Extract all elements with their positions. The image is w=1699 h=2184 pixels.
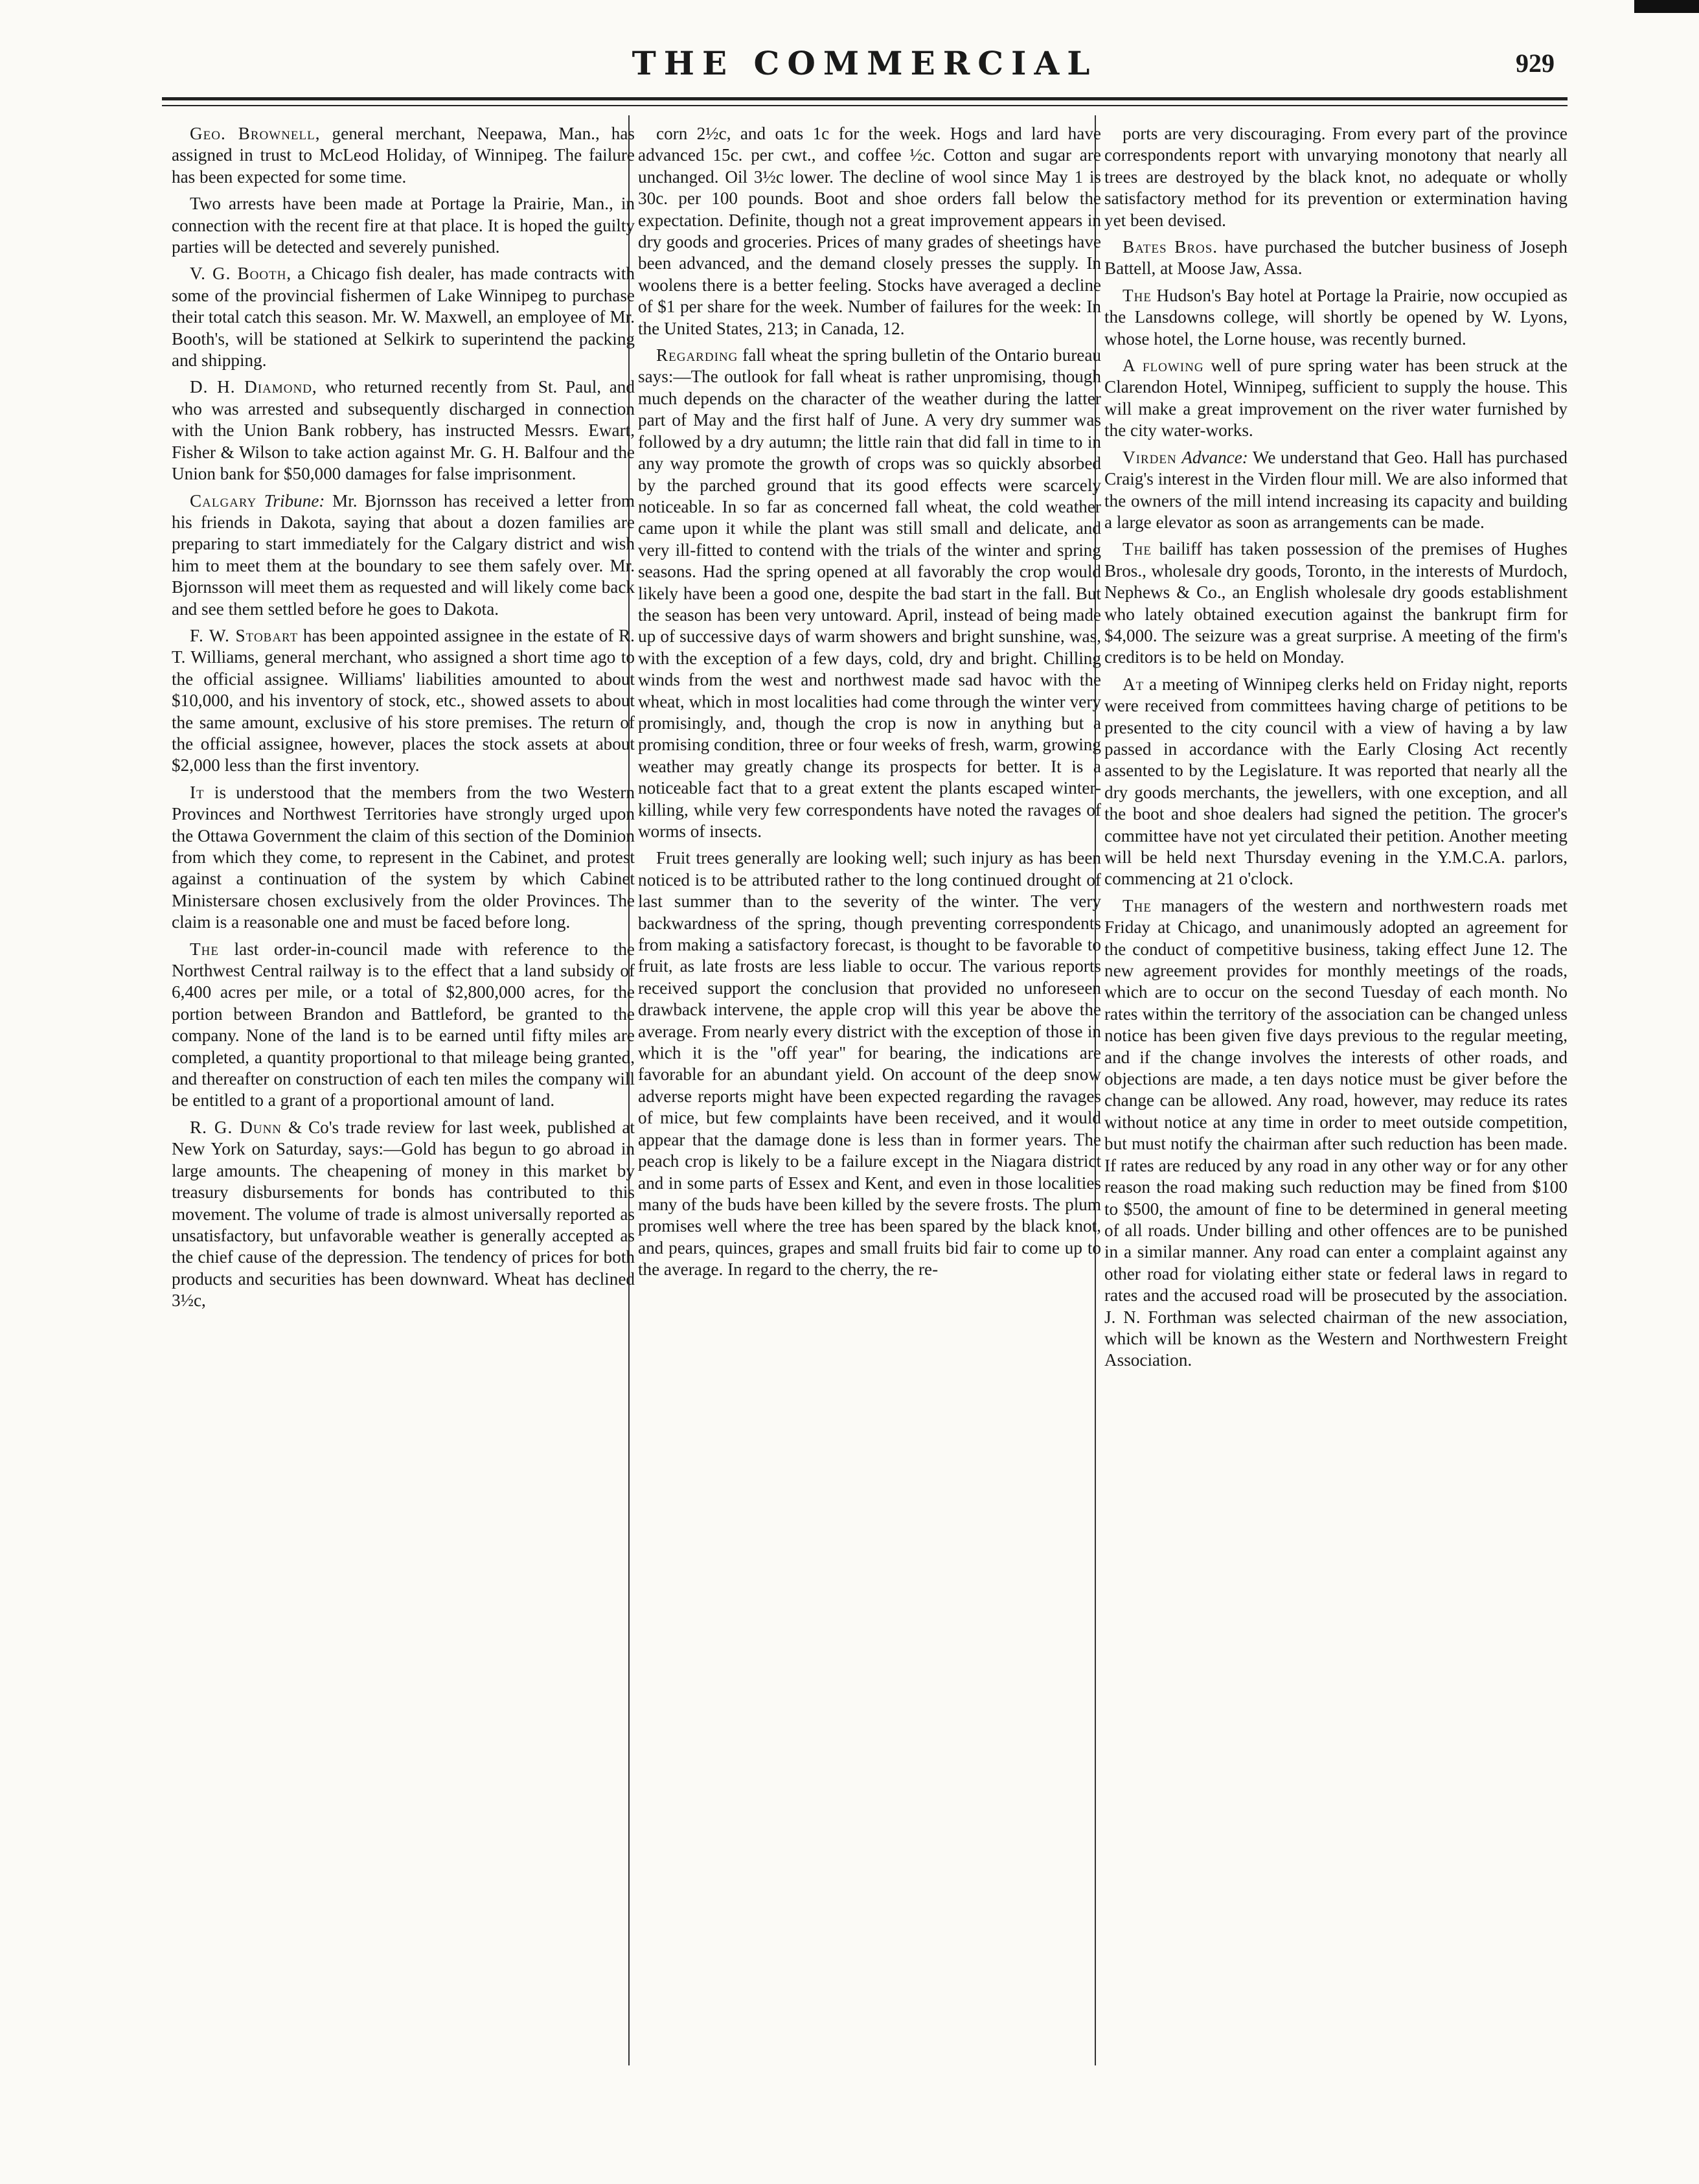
paragraph-text: a Chicago fish dealer, has made contracts with some of the provincial fishermen of Lake Winnipeg to purchase their total catch this season. Mr. W. Maxwell, an employee of Mr. Booth's, will be stationed at Selkirk to superintend the packing and shipping.: [172, 264, 635, 371]
news-paragraph: [172, 123, 635, 188]
paragraph-text: bailiff has taken possession of the premises of Hughes Bros., wholesale dry goods, Toronto, in the interests of Murdoch, Nephews & Co., an English wholesale dry goods establishment who lately obtained execution against the bankrupt firm for $4,000. The seizure was a great surprise. A meeting of the firm's creditors is to be held on Monday.: [1104, 539, 1568, 667]
paragraph-text: We understand that Geo. Hall has purchased Craig's interest in the Virden flour mill. We are also informed that the owners of the mill intend increasing its capacity and building a large elevator as soon as arrangements can be made.: [1104, 447, 1568, 532]
paragraph-text: last order-in-council made with reference to the Northwest Central railway is to the effect that a land subsidy of 6,400 acres per mile, or a total of $2,800,000 acres, for the portion between Brandon and Battleford, be granted to the company. None of the land is to be earned until fifty miles are completed, a quantity proportional to that mileage being granted, and thereafter on construction of each ten miles the company will be entitled to a grant of a proportional amount of land.: [172, 939, 635, 1110]
news-paragraph: [1104, 895, 1568, 1372]
news-paragraph: [172, 625, 635, 777]
masthead: [162, 39, 1568, 91]
column-3: [1104, 123, 1568, 2080]
news-paragraph: [1104, 123, 1568, 231]
paragraph-lead: The: [1123, 285, 1152, 305]
header-rule-thin: [162, 105, 1568, 106]
page-number: 929: [1516, 49, 1555, 78]
news-paragraph: [638, 123, 1101, 339]
paragraph-text: fall wheat the spring bulletin of the Ontario bureau says:—The outlook for fall wheat is rather unpromising, though much depends on the character of the weather during the latter part of May and the first half of June. A very dry summer was followed by a dry autumn; the little rain that did fall in time to in any way promote the growth of crops was so quickly absorbed by the parched ground that its good effects were scarcely noticeable. In so far as concerned fall wheat, the cold weather came upon it while the plant was still small and delicate, and very ill-fitted to contend with the trials of the winter and spring seasons. Had the spring opened at all favorably the crop would likely have been a good one, despite the bad start in the fall. But the season has been very untoward. April, instead of being made up of successive days of warm showers and bright sunshine, was, with the exception of a few days, cold, dry and bright. Chilling winds from the west and northwest made sad havoc with the wheat, which in most localities had come through the winter very promisingly, and, though the crop is now in anything but a promising condition, three or four weeks of fresh, warm, growing weather may greatly change its prospects for better. It is a noticeable fact that to a great extent the plants escaped winter-killing, while very few correspondents have noted the ravages of worms of insects.: [638, 345, 1101, 841]
paragraph-text: ports are very discouraging. From every part of the province correspondents report with unvarying monotony that nearly all trees are destroyed by the black knot, no adequate or wholly satisfactory method for its prevention or extermination having yet been devised.: [1104, 124, 1568, 230]
publication-title: THE COMMERCIAL: [632, 44, 1098, 82]
news-paragraph: [1104, 355, 1568, 442]
paragraph-text: has been appointed assignee in the estate of R. T. Williams, general merchant, who assigned a short time ago to the official assignee. Williams' liabilities amounted to about $10,000, and his inventory of stock, etc., showed assets to about the same amount, exclusive of his store premises. The return of the official assignee, however, places the stock assets at about $2,000 less than the first inventory.: [172, 625, 635, 776]
paragraph-lead: Calgary: [190, 490, 257, 511]
paragraph-lead: Virden: [1123, 447, 1177, 467]
paragraph-text: well of pure spring water has been struck at the Clarendon Hotel, Winnipeg, sufficient to supply the house. This will make a great improvement on the river water furnished by the city water-works.: [1104, 356, 1568, 441]
paragraph-text: & Co's trade review for last week, published at New York on Saturday, says:—Gold has begun to go abroad in large amounts. The cheapening of money in this market by treasury disbursements for bonds has contributed to this movement. The volume of trade is almost universally reported as unsatisfactory, but unfavorable weather is generally accepted as the chief cause of the depression. The tendency of prices for both products and securities has been downward. Wheat has declined 3½c,: [172, 1117, 635, 1311]
news-paragraph: [1104, 538, 1568, 668]
paragraph-text: managers of the western and northwestern roads met Friday at Chicago, and unanimously adopted an agreement for the conduct of competitive business, taking effect June 12. The new agreement provides for monthly meetings of the roads, which are to occur on the second Tuesday of each month. No rates within the territory of the association can be changed unless notice has been given five days previous to the regular meeting, and if the change involves the interests of other roads, and objections are made, a ten days notice must be giver before the change can be allowed. Any road, however, may reduce its rates without notice at any time in order to meet outside competition, but must notify the chairman after such reduction has been made. If rates are reduced by any road in any other way or for any other reason the road making such reduction may be fined from $100 to $500, the amount of fine to be determined in general meeting of all roads. Under billing and other offences are to be punished in a similar manner. Any road can enter a complaint against any other road for violating either state or federal laws in regard to rates and the accused road will be prosecuted by the association. J. N. Forthman was selected chairman of the new association, which will be known as the Western and Northwestern Freight Association.: [1104, 895, 1568, 1370]
paragraph-text: Two arrests have been made at Portage la Prairie, Man., in connection with the recent fire at that place. It is hoped the guilty parties will be detected and severely punished.: [172, 194, 635, 257]
paragraph-lead: R. G. Dunn: [190, 1117, 282, 1137]
paragraph-lead: Geo. Brownell,: [190, 124, 321, 143]
paragraph-lead-italic: Tribune:: [264, 490, 325, 511]
news-paragraph: [172, 376, 635, 485]
paragraph-lead: Regarding: [656, 345, 738, 365]
paragraph-lead: The: [1123, 895, 1152, 915]
paragraph-text: who returned recently from St. Paul, and who was arrested and subsequently discharged in connection with the Union Bank robbery, has instructed Messrs. Ewart, Fisher & Wilson to take action against Mr. G. H. Balfour and the Union bank for $50,000 damages for false imprisonment.: [172, 377, 635, 484]
news-paragraph: [1104, 447, 1568, 534]
paragraph-lead: The: [1123, 539, 1152, 559]
paragraph-text: have purchased the butcher business of Joseph Battell, at Moose Jaw, Assa.: [1104, 237, 1568, 279]
paragraph-text: corn 2½c, and oats 1c for the week. Hogs and lard have advanced 15c. per cwt., and coffee ½c. Cotton and sugar are unchanged. Oil 3½c lower. The decline of wool since May 1 is 30c. per 100 pounds. Boot and shoe orders fall below the expectation. Definite, though not a great improvement appears in dry goods and groceries. Prices of many grades of sheetings have been advanced, and the demand closely presses the supply. In woolens there is a better feeling. Stocks have averaged a decline of $1 per share for the week. Number of failures for the week: In the United States, 213; in Canada, 12.: [638, 124, 1101, 338]
paragraph-text: a meeting of Winnipeg clerks held on Friday night, reports were received from committees having charge of petitions to be presented to the city council with a view of having a by law passed in accordance with the Early Closing Act recently assented to by the Legislature. It was reported that nearly all the dry goods merchants, the jewellers, with one exception, and all the boot and shoe dealers had signed the petition. The grocer's committee have not yet circulated their petition. Another meeting will be held next Thursday evening in the Y.M.C.A. parlors, commencing at 21 o'clock.: [1104, 674, 1568, 889]
news-paragraph: [172, 263, 635, 371]
paragraph-lead: At: [1123, 674, 1145, 694]
news-paragraph: [1104, 236, 1568, 280]
paragraph-lead: A flowing: [1123, 356, 1204, 376]
news-paragraph: [1104, 674, 1568, 890]
paragraph-lead: V. G. Booth,: [190, 264, 292, 284]
column-1: [172, 123, 635, 2080]
news-paragraph: [172, 193, 635, 258]
header-rule-thick: [162, 97, 1568, 100]
paragraph-lead: It: [190, 782, 205, 802]
paragraph-lead: D. H. Diamond,: [190, 377, 317, 397]
news-paragraph: [1104, 285, 1568, 350]
paragraph-text: Fruit trees generally are looking well; such injury as has been noticed is to be attributed rather to the long continued drought of last summer than to the severity of the winter. The very backwardness of the spring, though preventing correspondents from making a satisfactory forecast, is thought to be favorable to fruit, as late frosts are less liable to occur. The various reports received support the conclusion that provided no unforeseen drawback intervene, the apple crop will this year be above the average. From nearly every district with the exception of those in which it is the "off year" for bearing, the indications are favorable for an abundant yield. On account of the deep snow adverse reports might have been expected regarding the ravages of mice, but few complaints have been received, and it would appear that the damage done is less than in former years. The peach crop is likely to be a failure except in the Niagara district and in some parts of Essex and Kent, and even in those localities many of the buds have been killed by the severe frosts. The plum promises well where the tree has been spared by the black knot, and pears, quinces, grapes and small fruits bid fair to come up to the average. In regard to the cherry, the re-: [638, 848, 1101, 1280]
paragraph-lead-italic: Advance:: [1181, 447, 1248, 467]
news-paragraph: [638, 345, 1101, 842]
corner-mark: [1634, 0, 1699, 13]
paragraph-lead: F. W. Stobart: [190, 625, 299, 645]
paragraph-lead: Bates Bros.: [1123, 237, 1218, 257]
column-2: [638, 123, 1101, 2080]
paragraph-text: is understood that the members from the two Western Provinces and Northwest Territories have strongly urged upon the Ottawa Government the claim of this section of the Dominion from which they come, to represent in the Cabinet, and protest against a continuation of the system by which Cabinet Ministersare chosen exclusively from the older Provinces. The claim is a reasonable one and must be faced before long.: [172, 782, 635, 932]
news-paragraph: [172, 939, 635, 1112]
news-paragraph: [172, 1117, 635, 1312]
paragraph-text: general merchant, Neepawa, Man., has assigned in trust to McLeod Holiday, of Winnipeg. The failure has been expected for some time.: [172, 124, 635, 187]
news-paragraph: [638, 847, 1101, 1280]
news-paragraph: [172, 782, 635, 934]
paragraph-text: Mr. Bjornsson has received a letter from his friends in Dakota, saying that about a dozen families are preparing to start immediately for the Calgary district and wish him to meet them at the boundary to see them safely over. Mr. Bjornsson will meet them as requested and will likely come back and see them settled before he goes to Dakota.: [172, 490, 635, 619]
paragraph-text: Hudson's Bay hotel at Portage la Prairie, now occupied as the Lansdowns college, will shortly be opened by W. Lyons, whose hotel, the Lorne house, was recently burned.: [1104, 285, 1568, 349]
paragraph-lead: The: [190, 939, 219, 959]
news-paragraph: [172, 490, 635, 620]
